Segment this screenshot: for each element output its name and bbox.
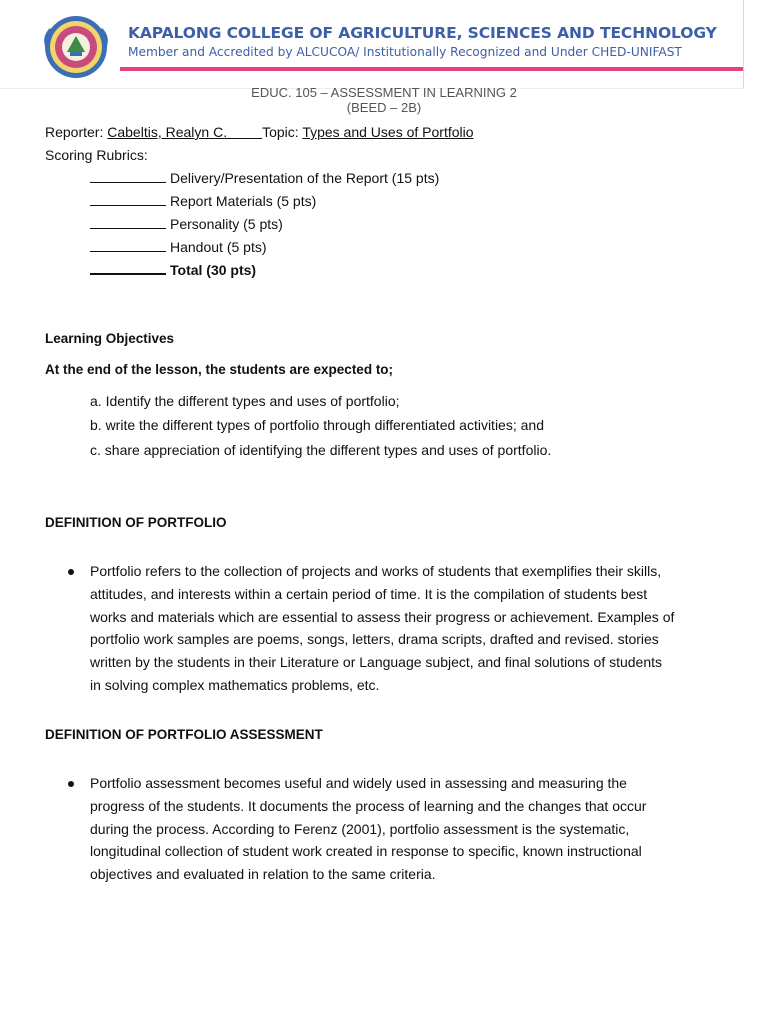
objective-item: c. share appreciation of identifying the different types and uses of portfolio. [90, 442, 552, 458]
course-title: EDUC. 105 – ASSESSMENT IN LEARNING 2 [251, 85, 517, 100]
bullet [68, 781, 74, 787]
paragraph-line: attitudes, and interests within a certain period of time. It is the compilation of students best [90, 585, 648, 602]
rubric-item: Report Materials (5 pts) [90, 193, 316, 209]
paragraph-line: written by the students in their Literature or Language subject, and final solutions of students [90, 654, 663, 671]
document-header [0, 0, 744, 89]
section-heading: DEFINITION OF PORTFOLIO ASSESSMENT [45, 727, 323, 742]
objective-item: a. Identify the different types and uses of portfolio; [90, 393, 400, 409]
accreditation-line: Member and Accredited by ALCUCOA/ Institutionally Recognized and Under CHED-UNIFAST [128, 45, 682, 59]
paragraph-line: progress of the students. It documents the process of learning and the changes that occur [90, 797, 647, 814]
topic-value: Types and Uses of Portfolio [302, 124, 474, 140]
bullet [68, 569, 74, 575]
paragraph-line: during the process. According to Ferenz (2001), portfolio assessment is the systematic, [90, 820, 630, 837]
score-blank [90, 262, 166, 275]
header-divider [120, 67, 743, 71]
reporter-blank [227, 124, 262, 140]
reporter-line [45, 124, 474, 140]
rubric-item: Delivery/Presentation of the Report (15 pts) [90, 170, 439, 186]
section-heading: DEFINITION OF PORTFOLIO [45, 515, 227, 530]
rubric-item: Personality (5 pts) [90, 216, 283, 232]
score-blank [90, 217, 166, 229]
paragraph-line: in solving complex mathematics problems, etc. [90, 676, 380, 693]
objectives-intro: At the end of the lesson, the students are expected to; [45, 362, 394, 377]
paragraph-line: portfolio work samples are poems, songs, letters, drama scripts, drafted and revised. stories [90, 631, 659, 648]
rubric-total: Total (30 pts) [90, 262, 256, 278]
reporter-label: Reporter: [45, 124, 104, 140]
paragraph-line: objectives and evaluated in relation to the same criteria. [90, 866, 436, 883]
score-blank [90, 194, 166, 206]
rubric-item: Handout (5 pts) [90, 239, 267, 255]
paragraph-line: Portfolio assessment becomes useful and widely used in assessing and measuring the [90, 775, 627, 791]
course-section: (BEED – 2B) [346, 100, 422, 115]
paragraph-line: Portfolio refers to the collection of projects and works of students that exemplifies their skills, [90, 563, 662, 579]
objectives-heading: Learning Objectives [45, 331, 175, 346]
rubrics-label: Scoring Rubrics: [45, 147, 148, 163]
objective-item: b. write the different types of portfolio through differentiated activities; and [90, 417, 544, 433]
college-seal-icon [37, 14, 115, 80]
section-paragraph [90, 772, 730, 886]
score-blank [90, 171, 166, 183]
section-paragraph [90, 560, 730, 697]
reporter-name: Cabeltis, Realyn C. [107, 124, 228, 140]
paragraph-line: works and materials which are essential to assess their progress or achievement. Examples of [90, 608, 675, 625]
score-blank [90, 240, 166, 252]
college-name: KAPALONG COLLEGE OF AGRICULTURE, SCIENCES AND TECHNOLOGY [128, 24, 717, 42]
paragraph-line: longitudinal collection of student work created in response to specific, known instructional [90, 843, 642, 860]
topic-label: Topic: [262, 124, 299, 140]
